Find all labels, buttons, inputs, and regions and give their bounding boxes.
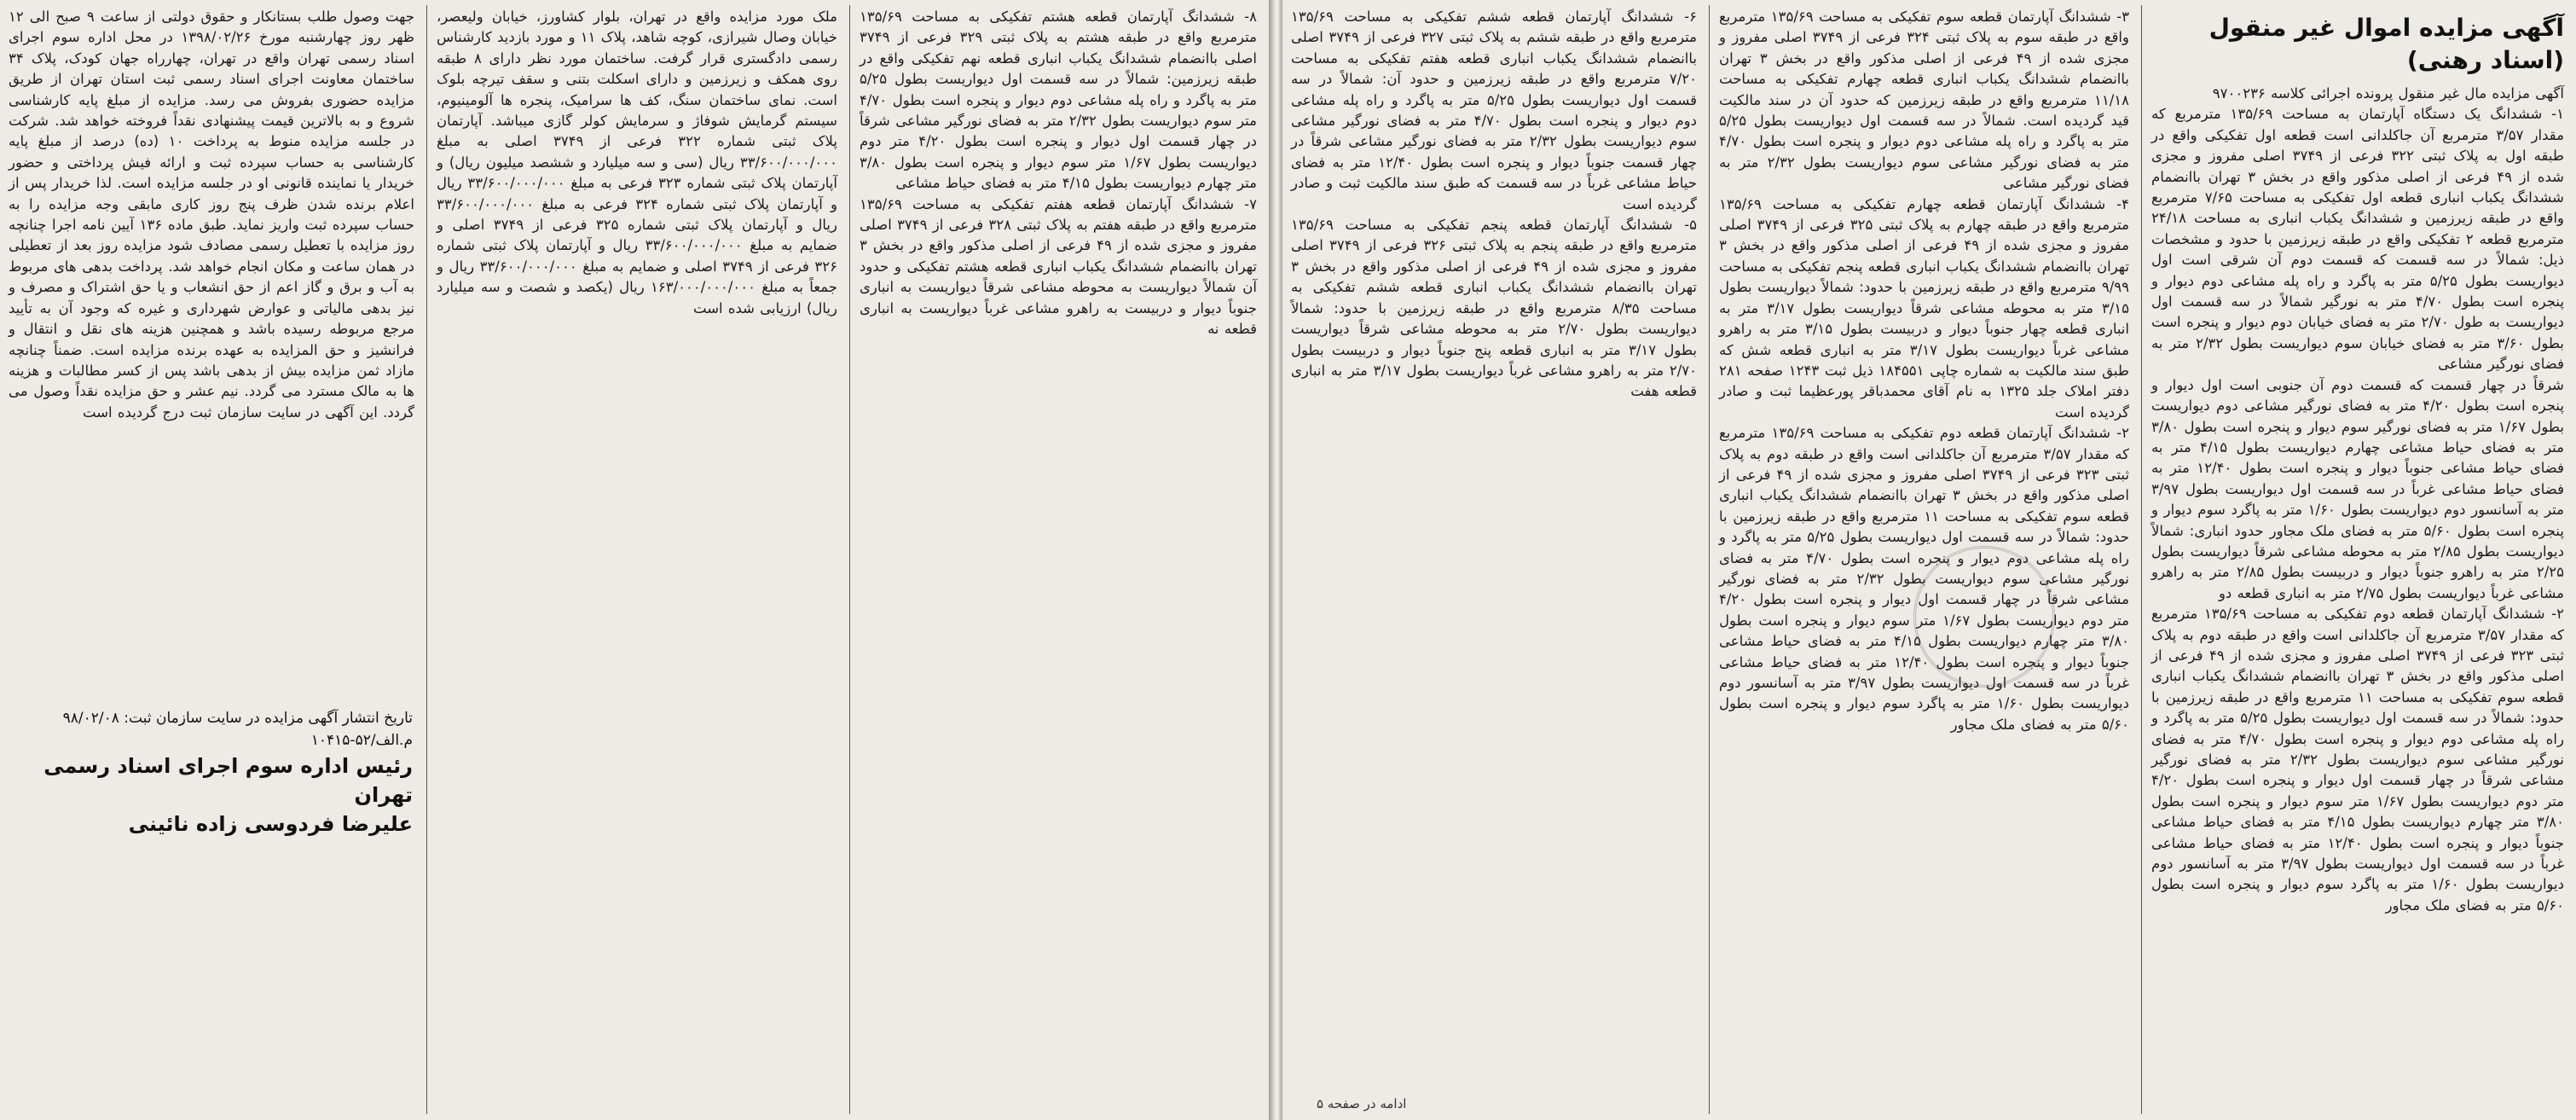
lot-2: ۲- ششدانگ آپارتمان قطعه دوم تفکیکی به مساحت ۱۳۵/۶۹ مترمربع که مقدار ۳/۵۷ مترمربع آن جاکلدانی است واقع در طبقه دوم به پلاک ثبتی ۳۲۳ فرعی از ۳۷۴۹ اصلی مفروز و مجزی شده از ۴۹ فرعی از اصلی مذکور واقع در بخش ۳ تهران باانضمام ششدانگ یکباب انباری قطعه سوم تفکیکی به مساحت ۱۱ مترمربع واقع در طبقه زیرزمین با حدود: شمالاً در سه قسمت اول دیواریست بطول ۵/۲۵ متر به پاگرد و راه پله مشاعی دوم دیوار و پنجره است بطول ۴/۷۰ متر به فضای نورگیر مشاعی سوم دیواریست بطول ۲/۳۲ متر به فضای نورگیر مشاعی شرقاً در چهار قسمت اول دیوار و پنجره است بطول ۴/۲۰ متر دوم دیواریست بطول ۱/۶۷ متر سوم دیوار و پنجره است بطول ۳/۸۰ متر چهارم دیواریست بطول ۴/۱۵ متر به فضای حیاط مشاعی جنوباً دیوار و پنجره است بطول ۱۲/۴۰ متر به فضای حیاط مشاعی غرباً در سه قسمت اول دیواریست بطول ۳/۹۷ متر به آسانسور دوم دیواریست بطول ۱/۶۰ متر به پاگرد سوم دیوار و پنجره است بطول ۵/۶۰ متر به فضای ملک مجاور	[2151, 606, 2565, 914]
newspaper-page-left	[0, 0, 1269, 1120]
column-divider	[1709, 5, 1710, 1114]
lot-4: ۴- ششدانگ آپارتمان قطعه چهارم تفکیکی به مساحت ۱۳۵/۶۹ مترمربع واقع در طبقه چهارم به پلاک ثبتی ۳۲۵ فرعی از ۳۷۴۹ اصلی مفروز و مجزی شده از ۴۹ فرعی از اصلی مذکور واقع در بخش ۳ تهران باانضمام ششدانگ یکباب انباری قطعه پنجم تفکیکی به مساحت ۹/۹۹ مترمربع واقع در طبقه زیرزمین با حدود: شمالاً دیواریست بطول ۳/۱۵ متر به محوطه مشاعی شرقاً دیواریست بطول ۳/۱۷ متر به انباری قطعه چهار جنوباً دیوار و دربیست بطول ۳/۱۵ متر به راهرو مشاعی غرباً دیواریست بطول ۳/۱۷ متر به انباری قطعه شش که طبق سند مالکیت به شماره چاپی ۱۸۴۵۵۱ ذیل ثبت ۱۲۴۳ صفحه ۲۸۱ دفتر املاک جلد ۱۳۲۵ به نام آقای محمدباقر پورعظیما ثبت و صادر گردیده است	[1719, 195, 2130, 421]
column-divider	[849, 5, 850, 1114]
lot-2-repeat: ۲- ششدانگ آپارتمان قطعه دوم تفکیکی به مساحت ۱۳۵/۶۹ مترمربع که مقدار ۳/۵۷ مترمربع آن جاکلدانی است واقع در طبقه دوم به پلاک ثبتی ۳۲۳ فرعی از ۳۷۴۹ اصلی مفروز و مجزی شده از ۴۹ فرعی از اصلی مذکور واقع در بخش ۳ تهران باانضمام ششدانگ یکباب انباری قطعه سوم تفکیکی به مساحت ۱۱ مترمربع واقع در طبقه زیرزمین با حدود: شمالاً در سه قسمت اول دیواریست بطول ۵/۲۵ متر به پاگرد و راه پله مشاعی دوم دیوار و پنجره است بطول ۴/۷۰ متر به فضای نورگیر مشاعی سوم دیواریست بطول ۲/۳۲ متر به فضای نورگیر مشاعی شرقاً در چهار قسمت اول دیوار و پنجره است بطول ۴/۲۰ متر دوم دیواریست بطول ۱/۶۷ متر سوم دیوار و پنجره است بطول ۳/۸۰ متر چهارم دیواریست بطول ۴/۱۵ متر به فضای حیاط مشاعی جنوباً دیوار و پنجره است بطول ۱۲/۴۰ متر به فضای حیاط مشاعی غرباً در سه قسمت اول دیواریست بطول ۳/۹۷ متر به آسانسور دوم دیواریست بطول ۱/۶۰ متر به پاگرد سوم دیوار و پنجره است بطول ۵/۶۰ متر به فضای ملک مجاور	[1719, 425, 2130, 733]
left-column-1	[0, 0, 426, 1120]
signer-name: علیرضا فردوسی زاده نائینی	[128, 812, 413, 836]
signer-title: رئیس اداره سوم اجرای اسناد رسمی تهران	[43, 754, 413, 807]
signature-block	[12, 707, 413, 839]
lot-5: ۵- ششدانگ آپارتمان قطعه پنجم تفکیکی به مساحت ۱۳۵/۶۹ مترمربع واقع در طبقه پنجم به پلاک ثبتی ۳۲۶ فرعی از ۳۷۴۹ اصلی مفروز و مجزی شده از ۴۹ فرعی از اصلی مذکور واقع در بخش ۳ تهران باانضمام ششدانگ یکباب انباری قطعه ششم تفکیکی به مساحت ۸/۳۵ مترمربع واقع در طبقه زیرزمین با حدود: شمالاً دیواریست بطول ۲/۷۰ متر به محوطه مشاعی شرقاً دیواریست بطول ۳/۱۷ متر به انباری قطعه پنج جنوباً دیوار و دربیست بطول ۲/۷۰ متر به راهرو مشاعی غرباً دیواریست بطول ۳/۱۷ متر به انباری قطعه هفت	[1291, 217, 1697, 400]
lot-3: ۳- ششدانگ آپارتمان قطعه سوم تفکیکی به مساحت ۱۳۵/۶۹ مترمربع واقع در طبقه سوم به پلاک ثبتی ۳۲۴ فرعی از ۳۷۴۹ اصلی مفروز و مجزی شده از ۴۹ فرعی از اصلی مذکور واقع در بخش ۳ تهران باانضمام ششدانگ یکباب انباری قطعه چهارم تفکیکی به مساحت ۱۱/۱۸ مترمربع واقع در طبقه زیرزمین که حدود آن در سند مالکیت قید گردیده است. شمالاً در سه قسمت اول دیواریست بطول ۵/۲۵ متر به پاگرد و راه پله مشاعی دوم دیوار و پنجره است بطول ۴/۷۰ متر به فضای نورگیر مشاعی سوم دیواریست بطول ۲/۳۲ متر به فضای نورگیر مشاعی	[1719, 9, 2130, 192]
lot-1: ۱- ششدانگ یک دستگاه آپارتمان به مساحت ۱۳۵/۶۹ مترمربع که مقدار ۳/۵۷ مترمربع آن جاکلدانی است قطعه اول تفکیکی واقع در طبقه اول به پلاک ثبتی ۳۲۲ فرعی از ۳۷۴۹ اصلی مفروز و مجزی شده از ۴۹ فرعی از اصلی مذکور واقع در بخش ۳ تهران باانضمام ششدانگ یکباب انباری قطعه اول تفکیکی به مساحت ۷/۶۵ مترمربع واقع در طبقه زیرزمین و ششدانگ یکباب انباری به مساحت ۲۴/۱۸ مترمربع قطعه ۲ تفکیکی واقع در طبقه زیرزمین با حدود و مشخصات ذیل: شمالاً در سه قسمت که قسمت دوم آن شرقی است اول دیواریست بطول ۵/۲۵ متر به پاگرد و راه پله مشاعی دوم دیوار و پنجره است بطول ۴/۷۰ متر به نورگیر شمالاً در سه قسمت اول دیواریست به طول ۲/۷۰ متر به فضای خیابان دوم دیوار و پنجره است بطول ۳/۶۰ متر به فضای خیابان سوم دیواریست بطول ۲/۳۲ متر به فضای نورگیر مشاعی	[2151, 106, 2564, 373]
left-column-2	[428, 0, 849, 1120]
lot-6: ۶- ششدانگ آپارتمان قطعه ششم تفکیکی به مساحت ۱۳۵/۶۹ مترمربع واقع در طبقه ششم به پلاک ثبتی ۳۲۷ فرعی از ۳۷۴۹ اصلی باانضمام ششدانگ یکباب انباری قطعه هفتم تفکیکی به مساحت ۷/۲۰ مترمربع واقع در طبقه زیرزمین و حدود آن: شمالاً در سه قسمت اول دیواریست بطول ۵/۲۵ متر به پاگرد و راه پله مشاعی دوم دیوار و پنجره است بطول ۴/۷۰ متر به فضای نورگیر مشاعی سوم دیواریست بطول ۲/۳۲ متر به فضای نورگیر مشاعی شرقاً در چهار قسمت جنوباً دیوار و پنجره است بطول ۱۲/۴۰ متر به فضای حیاط مشاعی غرباً در سه قسمت که طبق سند مالکیت ثبت و صادر گردیده است	[1291, 9, 1698, 212]
page-fold	[1269, 0, 1282, 1120]
reference-number: م.الف/۵۲-۱۰۴۱۵	[310, 732, 413, 749]
auction-terms: جهت وصول طلب بستانکار و حقوق دولتی از ساعت ۹ صبح الی ۱۲ ظهر روز چهارشنبه مورخ ۱۳۹۸/۰۲/۲۶ در محل اداره سوم اجرای اسناد رسمی تهران واقع در تهران، چهارراه جهان کودک، پلاک ۳۴ ساختمان معاونت اجرای اسناد رسمی ثبت استان تهران از طریق مزایده حضوری بفروش می رسد. مزایده از مبلغ پایه کارشناسی شروع و به بالاترین قیمت پیشنهادی نقداً فروخته خواهد شد. شرکت در جلسه مزایده منوط به پرداخت ۱۰ (ده) درصد از مبلغ پایه کارشناسی به حساب سپرده ثبت و ارائه فیش پرداختی و حضور خریدار یا نماینده قانونی او در جلسه مزایده است. لذا خریدار پس از اعلام برنده شدن ظرف پنج روز کاری مابقی وجه مزایده را به حساب سپرده ثبت واریز نماید. طبق ماده ۱۳۶ آیین نامه اجرا چنانچه روز مزایده با تعطیل رسمی مصادف شود مزایده روز بعد از تعطیلی در همان ساعت و مکان انجام خواهد شد. پرداخت بدهی های مربوط به آب و برق و گاز اعم از حق انشعاب و یا حق اشتراک و مصرف و نیز بدهی مالیاتی و عوارض شهرداری و غیره که وجود آن به تأیید مرجع مربوطه رسیده باشد و همچنین هزینه های نقل و انتقال و فرانشیز و حق المزایده به عهده برنده مزایده است. ضمناً چنانچه مازاد ثمن مزایده بیش از بدهی باشد پس از کسر مطالبات و هزینه ها به مالک مسترد می گردد. نیم عشر و حق مزایده نقداً وصول می گردد. این آگهی در سایت سازمان ثبت درج گردیده است	[9, 9, 415, 421]
lot-1-boundaries: شرقاً در چهار قسمت که قسمت دوم آن جنوبی است اول دیوار و پنجره است بطول ۴/۲۰ متر به فضای نورگیر مشاعی دوم دیواریست بطول ۱/۶۷ متر به فضای نورگیر سوم دیوار و پنجره است بطول ۳/۸۰ متر به فضای حیاط مشاعی چهارم دیواریست بطول ۴/۱۵ متر به فضای حیاط مشاعی جنوباً دیوار و پنجره است بطول ۱۲/۴۰ متر به فضای حیاط مشاعی غرباً در سه قسمت اول دیواریست بطول ۳/۹۷ متر به آسانسور دوم دیواریست بطول ۱/۶۰ متر به پاگرد سوم دیوار و پنجره است بطول ۵/۶۰ متر به فضای ملک مجاور حدود انباری: شمالاً دیواریست بطول ۲/۸۵ متر به محوطه مشاعی شرقاً دیواریست بطول ۲/۲۵ متر به راهرو جنوباً دیوار و دربیست بطول ۲/۸۵ متر به راهرو مشاعی غرباً دیواریست بطول ۲/۷۵ متر به انباری قطعه دو	[2151, 376, 2564, 601]
appraisal-text: ملک مورد مزایده واقع در تهران، بلوار کشاورز، خیابان ولیعصر، خیابان وصال شیرازی، کوچه شاهد، پلاک ۱۱ و مورد بازدید کارشناس رسمی دادگستری قرار گرفت. ساختمان مورد نظر دارای ۸ طبقه روی همکف و زیرزمین و دارای اسکلت بتنی و سقف تیرچه بلوک است. نمای ساختمان سنگ، کف ها سرامیک، پنجره ها آلومینیوم، سیستم گرمایش شوفاژ و سرمایش کولر گازی میباشد. آپارتمان پلاک ثبتی شماره ۳۲۲ فرعی از ۳۷۴۹ اصلی به مبلغ ۳۳/۶۰۰/۰۰۰/۰۰۰ ریال (سی و سه میلیارد و ششصد میلیون ریال) و آپارتمان پلاک ثبتی شماره ۳۲۳ فرعی به مبلغ ۳۳/۶۰۰/۰۰۰/۰۰۰ ریال و آپارتمان پلاک ثبتی شماره ۳۲۴ فرعی به مبلغ ۳۳/۶۰۰/۰۰۰/۰۰۰ ریال و آپارتمان پلاک ثبتی شماره ۳۲۵ فرعی از ۳۷۴۹ اصلی و ضمایم به مبلغ ۳۳/۶۰۰/۰۰۰/۰۰۰ ریال و آپارتمان پلاک ثبتی شماره ۳۲۶ فرعی از ۳۷۴۹ اصلی و ضمایم به مبلغ ۳۳/۶۰۰/۰۰۰/۰۰۰ ریال و جمعاً به مبلغ ۱۶۳/۰۰۰/۰۰۰/۰۰۰ ریال (یکصد و شصت و سه میلیارد ریال) ارزیابی شده است	[437, 9, 837, 316]
right-column-1	[1282, 0, 1709, 1120]
lot-7: ۷- ششدانگ آپارتمان قطعه هفتم تفکیکی به مساحت ۱۳۵/۶۹ مترمربع واقع در طبقه هفتم به پلاک ثبتی ۳۲۸ فرعی از ۳۷۴۹ اصلی مفروز و مجزی شده از ۴۹ فرعی از اصلی مذکور واقع در بخش ۳ تهران باانضمام ششدانگ یکباب انباری قطعه هشتم تفکیکی و حدود آن شمالاً دیواریست به محوطه مشاعی شرقاً دیواریست به انباری جنوباً دیوار و دربیست به راهرو مشاعی غرباً دیواریست به انباری قطعه نه	[860, 195, 1258, 338]
notice-intro: آگهی مزایده مال غیر منقول پرونده اجرائی کلاسه ۹۷۰۰۲۳۶	[2212, 85, 2564, 102]
column-divider	[426, 5, 427, 1114]
right-column-2	[1711, 0, 2141, 1120]
continued-note: ادامه در صفحه ۵	[1317, 1096, 1407, 1111]
left-column-3	[851, 0, 1269, 1120]
right-column-3	[2143, 0, 2576, 1120]
notice-heading: آگهی مزایده اموال غیر منقول (اسناد رهنی)	[2208, 14, 2564, 74]
publish-date: تاریخ انتشار آگهی مزایده در سایت سازمان ثبت: ۹۸/۰۲/۰۸	[62, 710, 413, 727]
newspaper-page-right	[1282, 0, 2576, 1120]
column-divider	[2141, 5, 2142, 1114]
lot-8: ۸- ششدانگ آپارتمان قطعه هشتم تفکیکی به مساحت ۱۳۵/۶۹ مترمربع واقع در طبقه هشتم به پلاک ثبتی ۳۲۹ فرعی از ۳۷۴۹ اصلی باانضمام ششدانگ یکباب انباری قطعه نهم تفکیکی واقع در طبقه زیرزمین: شمالاً در سه قسمت اول دیواریست بطول ۵/۲۵ متر به پاگرد و راه پله مشاعی دوم دیوار و پنجره است بطول ۴/۷۰ متر سوم دیواریست بطول ۲/۳۲ متر به فضای نورگیر مشاعی شرقاً در چهار قسمت اول دیوار و پنجره است بطول ۴/۲۰ متر دوم دیواریست بطول ۱/۶۷ متر سوم دیوار و پنجره است بطول ۳/۸۰ متر چهارم دیواریست بطول ۴/۱۵ متر به فضای حیاط مشاعی	[860, 9, 1257, 192]
